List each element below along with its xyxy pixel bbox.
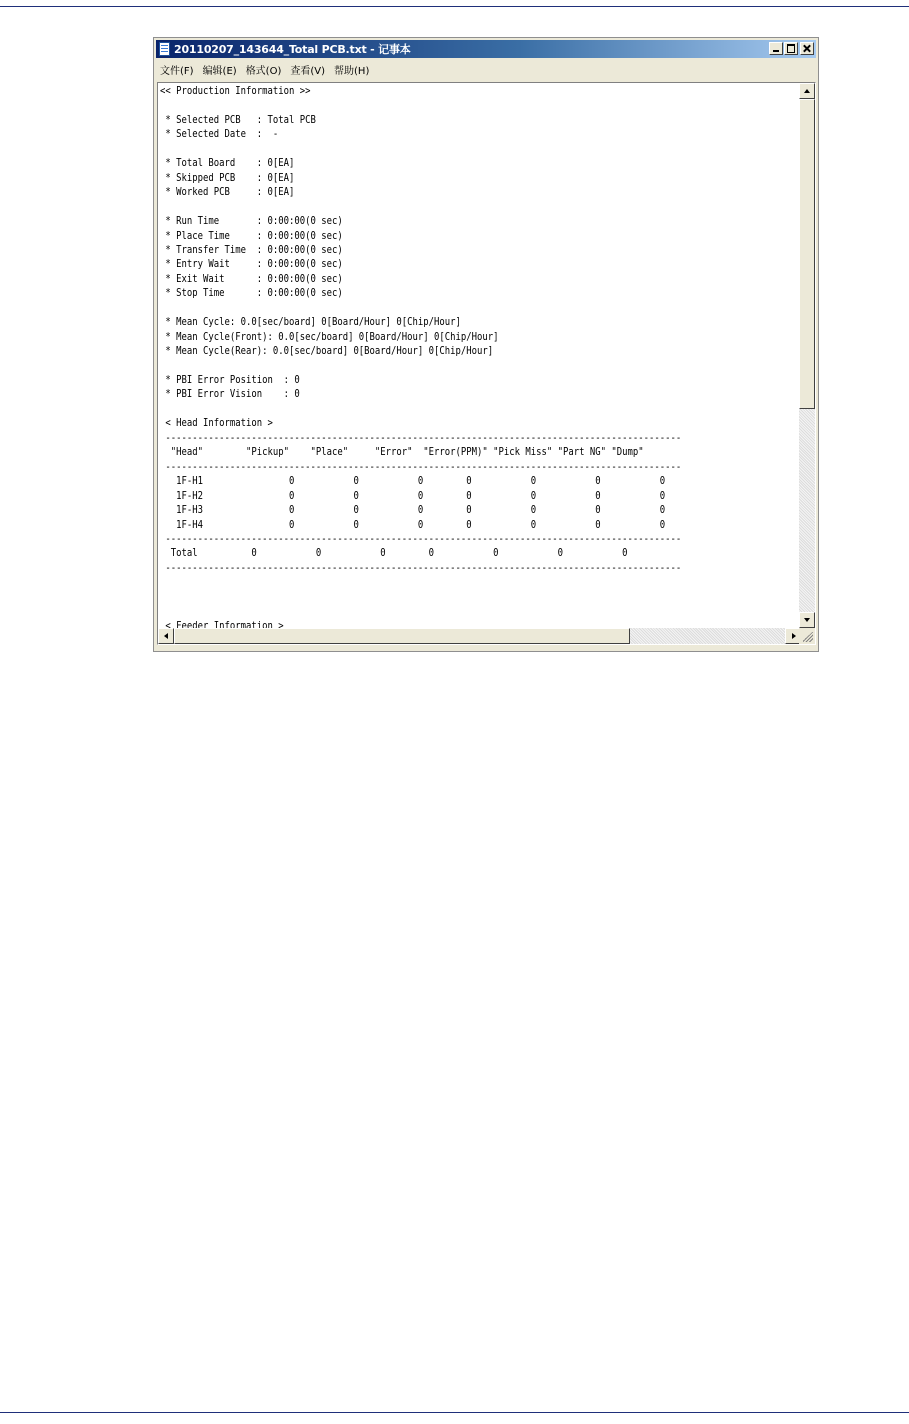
text-line: * Selected Date : -	[160, 128, 279, 141]
text-line: * Skipped PCB : 0[EA]	[160, 171, 295, 184]
text-line: * PBI Error Position : 0	[160, 374, 300, 386]
maximize-button[interactable]	[784, 42, 798, 55]
page-bottom-rule	[0, 1412, 909, 1413]
vertical-scrollbar[interactable]	[799, 83, 815, 628]
notepad-window	[153, 37, 819, 652]
text-line: 1F-H4 0 0 0 0 0 0 0	[160, 518, 666, 531]
arrow-up-icon	[804, 89, 810, 93]
text-line: * Exit Wait : 0:00:00(0 sec)	[160, 272, 343, 285]
text-content[interactable]	[158, 83, 801, 628]
text-line: "Head" "Pickup" "Place" "Error" "Error(PPM)" "Pick Miss" "Part NG" "Dump"	[160, 446, 644, 459]
text-line: * Run Time : 0:00:00(0 sec)	[160, 215, 343, 228]
menu-format[interactable]: 格式(O)	[245, 66, 282, 77]
text-line: * PBI Error Vision : 0	[160, 388, 300, 401]
text-line: * Mean Cycle: 0.0[sec/board] 0[Board/Hour] 0[Chip/Hour]	[160, 316, 461, 329]
text-line: * Mean Cycle(Rear): 0.0[sec/board] 0[Board/Hour] 0[Chip/Hour]	[160, 345, 494, 358]
notepad-document-icon[interactable]	[159, 42, 170, 56]
text-line: 1F-H2 0 0 0 0 0 0 0	[160, 489, 666, 502]
horizontal-scrollbar[interactable]	[158, 628, 801, 644]
scroll-down-button[interactable]	[799, 612, 815, 628]
text-line: * Entry Wait : 0:00:00(0 sec)	[160, 258, 343, 271]
arrow-left-icon	[164, 633, 168, 639]
menu-edit[interactable]: 编辑(E)	[202, 66, 237, 77]
vertical-scroll-thumb[interactable]	[799, 99, 815, 409]
minimize-button[interactable]	[769, 42, 783, 55]
text-line: Total 0 0 0 0 0 0 0	[160, 547, 628, 560]
arrow-right-icon	[792, 633, 796, 639]
menu-view[interactable]: 查看(V)	[290, 66, 326, 77]
text-line: 1F-H1 0 0 0 0 0 0 0	[160, 475, 666, 488]
size-grip-icon[interactable]	[799, 628, 815, 644]
text-line: * Place Time : 0:00:00(0 sec)	[160, 229, 343, 242]
page-top-rule	[0, 6, 909, 7]
text-line: * Stop Time : 0:00:00(0 sec)	[160, 287, 343, 300]
text-line: ------------------------------------------------------------------------------------------------	[160, 532, 682, 545]
arrow-down-icon	[804, 618, 810, 622]
window-title: 20110207_143644_Total PCB.txt - 记事本	[174, 43, 411, 56]
text-line: 1F-H3 0 0 0 0 0 0 0	[160, 504, 666, 517]
text-line: * Transfer Time : 0:00:00(0 sec)	[160, 243, 343, 256]
text-line: << Production Information >>	[160, 85, 311, 97]
menu-help[interactable]: 帮助(H)	[334, 66, 370, 77]
title-bar[interactable]	[156, 40, 816, 58]
text-line: * Mean Cycle(Front): 0.0[sec/board] 0[Board/Hour] 0[Chip/Hour]	[160, 330, 499, 343]
text-line: * Worked PCB : 0[EA]	[160, 186, 295, 199]
text-line: * Selected PCB : Total PCB	[160, 113, 316, 126]
window-controls	[768, 42, 814, 55]
text-line: < Head Information >	[160, 417, 273, 430]
text-line: * Total Board : 0[EA]	[160, 157, 295, 170]
text-line: ------------------------------------------------------------------------------------------------	[160, 460, 682, 473]
text-line: < Feeder Information >	[160, 619, 284, 628]
menu-bar	[156, 60, 816, 79]
horizontal-scroll-thumb[interactable]	[174, 628, 630, 644]
menu-file[interactable]: 文件(F)	[160, 66, 194, 77]
scroll-up-button[interactable]	[799, 83, 815, 99]
text-editor[interactable]	[157, 82, 816, 645]
close-button[interactable]	[800, 42, 814, 55]
text-line: ------------------------------------------------------------------------------------------------	[160, 561, 682, 574]
scroll-left-button[interactable]	[158, 628, 174, 644]
text-line: ------------------------------------------------------------------------------------------------	[160, 431, 682, 444]
